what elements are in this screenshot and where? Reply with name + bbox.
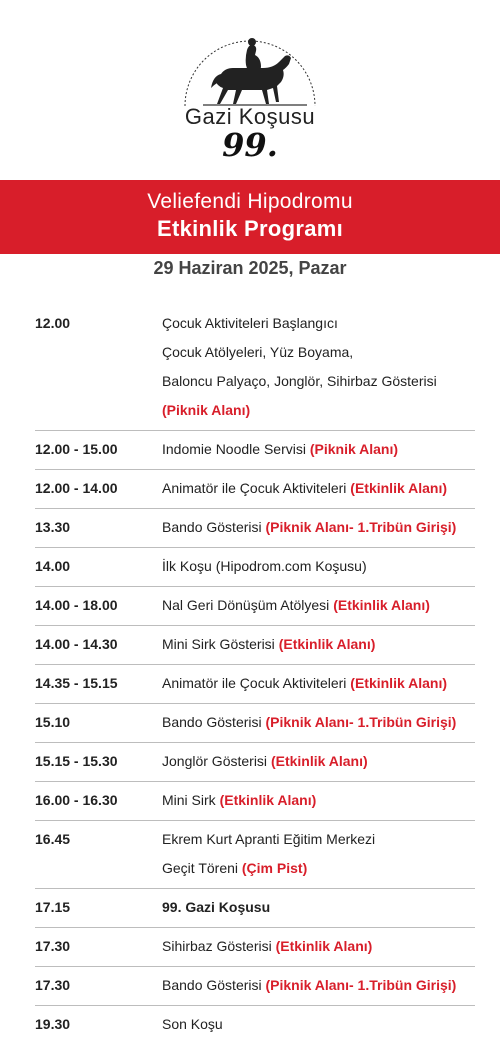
schedule-line [162,893,475,922]
activity-text: Çocuk Atölyeleri, Yüz Boyama, [162,344,354,360]
location-text: (Etkinlik Alanı) [350,480,448,496]
schedule-line [162,396,475,425]
activity-text: Mini Sirk Gösterisi [162,636,279,652]
activity-text: Ekrem Kurt Apranti Eğitim Merkezi [162,831,376,847]
activity-text: Nal Geri Dönüşüm Atölyesi [162,597,334,613]
activity-text: Indomie Noodle Servisi [162,441,310,457]
schedule-row [35,782,475,821]
schedule-row [35,821,475,889]
schedule-row [35,509,475,548]
event-logo [0,0,500,175]
schedule-description [162,669,475,698]
schedule-description [162,309,475,425]
schedule-description [162,513,475,542]
schedule-line [162,708,475,737]
schedule-description [162,971,475,1000]
schedule-row [35,587,475,626]
schedule-row [35,967,475,1006]
location-text: (Piknik Alanı) [309,441,399,457]
location-text: (Piknik Alanı- 1.Tribün Girişi) [265,714,457,730]
schedule-line [162,367,475,396]
activity-text: 99. Gazi Koşusu [162,899,271,915]
schedule-row [35,626,475,665]
event-date: 29 Haziran 2025, Pazar [153,258,347,278]
venue-name: Veliefendi Hipodromu [147,190,353,213]
schedule-line [162,552,475,581]
schedule-line [162,971,475,1000]
location-text: (Etkinlik Alanı) [333,597,430,613]
schedule-time: 17.15 [35,899,71,915]
schedule-line [162,591,475,620]
activity-text: Geçit Töreni [162,860,242,876]
schedule-row [35,305,475,431]
schedule-time: 13.30 [35,519,71,535]
schedule-time: 12.00 - 14.00 [35,480,118,496]
location-text: (Piknik Alanı) [162,402,251,418]
schedule-row [35,548,475,587]
location-text: (Piknik Alanı- 1.Tribün Girişi) [265,977,457,993]
activity-text: Bando Gösterisi [162,977,266,993]
location-text: (Etkinlik Alanı) [219,792,317,808]
schedule-description [162,786,475,815]
schedule-row [35,704,475,743]
schedule-table [35,305,475,1044]
activity-text: Bando Gösterisi [162,714,266,730]
schedule-description [162,893,475,922]
schedule-line [162,513,475,542]
schedule-description [162,825,475,883]
logo-number: 99. [222,126,278,164]
schedule-row [35,928,475,967]
schedule-row [35,470,475,509]
activity-text: Baloncu Palyaço, Jonglör, Sihirbaz Gösterisi [162,373,437,389]
schedule-description [162,747,475,776]
schedule-time: 14.00 - 14.30 [35,636,118,652]
schedule-line [162,747,475,776]
schedule-description [162,552,475,581]
schedule-row [35,1006,475,1044]
schedule-line [162,435,475,464]
schedule-description [162,630,475,659]
schedule-description [162,474,475,503]
activity-text: Bando Gösterisi [162,519,266,535]
schedule-line [162,309,475,338]
activity-text: Animatör ile Çocuk Aktiviteleri [162,480,351,496]
schedule-time: 15.10 [35,714,71,730]
schedule-time: 19.30 [35,1016,71,1032]
schedule-line [162,474,475,503]
schedule-line [162,854,475,883]
location-text: (Etkinlik Alanı) [350,675,448,691]
schedule-time: 14.35 - 15.15 [35,675,118,691]
location-text: (Piknik Alanı- 1.Tribün Girişi) [265,519,457,535]
schedule-description [162,591,475,620]
schedule-row [35,665,475,704]
location-text: (Etkinlik Alanı) [270,753,368,769]
schedule-line [162,338,475,367]
location-text: (Etkinlik Alanı) [278,636,376,652]
schedule-time: 12.00 [35,315,71,331]
schedule-time: 16.00 - 16.30 [35,792,118,808]
schedule-time: 14.00 - 18.00 [35,597,118,613]
schedule-description [162,708,475,737]
logo-name: Gazi Koşusu [184,104,316,129]
schedule-line [162,786,475,815]
activity-text: Çocuk Aktiviteleri Başlangıcı [162,315,338,331]
schedule-line [162,1010,475,1039]
program-title: Etkinlik Programı [156,216,344,241]
schedule-line [162,630,475,659]
schedule-line [162,932,475,961]
title-banner [0,180,500,254]
schedule-line [162,669,475,698]
location-text: (Çim Pist) [241,860,308,876]
schedule-description [162,435,475,464]
horse-rider-statue-icon [175,28,325,108]
schedule-time: 16.45 [35,831,71,847]
activity-text: Son Koşu [162,1016,223,1032]
schedule-time: 12.00 - 15.00 [35,441,118,457]
location-text: (Etkinlik Alanı) [275,938,373,954]
schedule-row [35,743,475,782]
activity-text: Mini Sirk [162,792,220,808]
schedule-row [35,889,475,928]
schedule-time: 14.00 [35,558,71,574]
schedule-description [162,1010,475,1039]
schedule-time: 17.30 [35,977,71,993]
activity-text: Animatör ile Çocuk Aktiviteleri [162,675,351,691]
activity-text: İlk Koşu (Hipodrom.com Koşusu) [162,558,367,574]
schedule-description [162,932,475,961]
activity-text: Sihirbaz Gösterisi [162,938,276,954]
schedule-line [162,825,475,854]
schedule-time: 17.30 [35,938,71,954]
schedule-row [35,431,475,470]
schedule-time: 15.15 - 15.30 [35,753,118,769]
activity-text: Jonglör Gösterisi [162,753,271,769]
